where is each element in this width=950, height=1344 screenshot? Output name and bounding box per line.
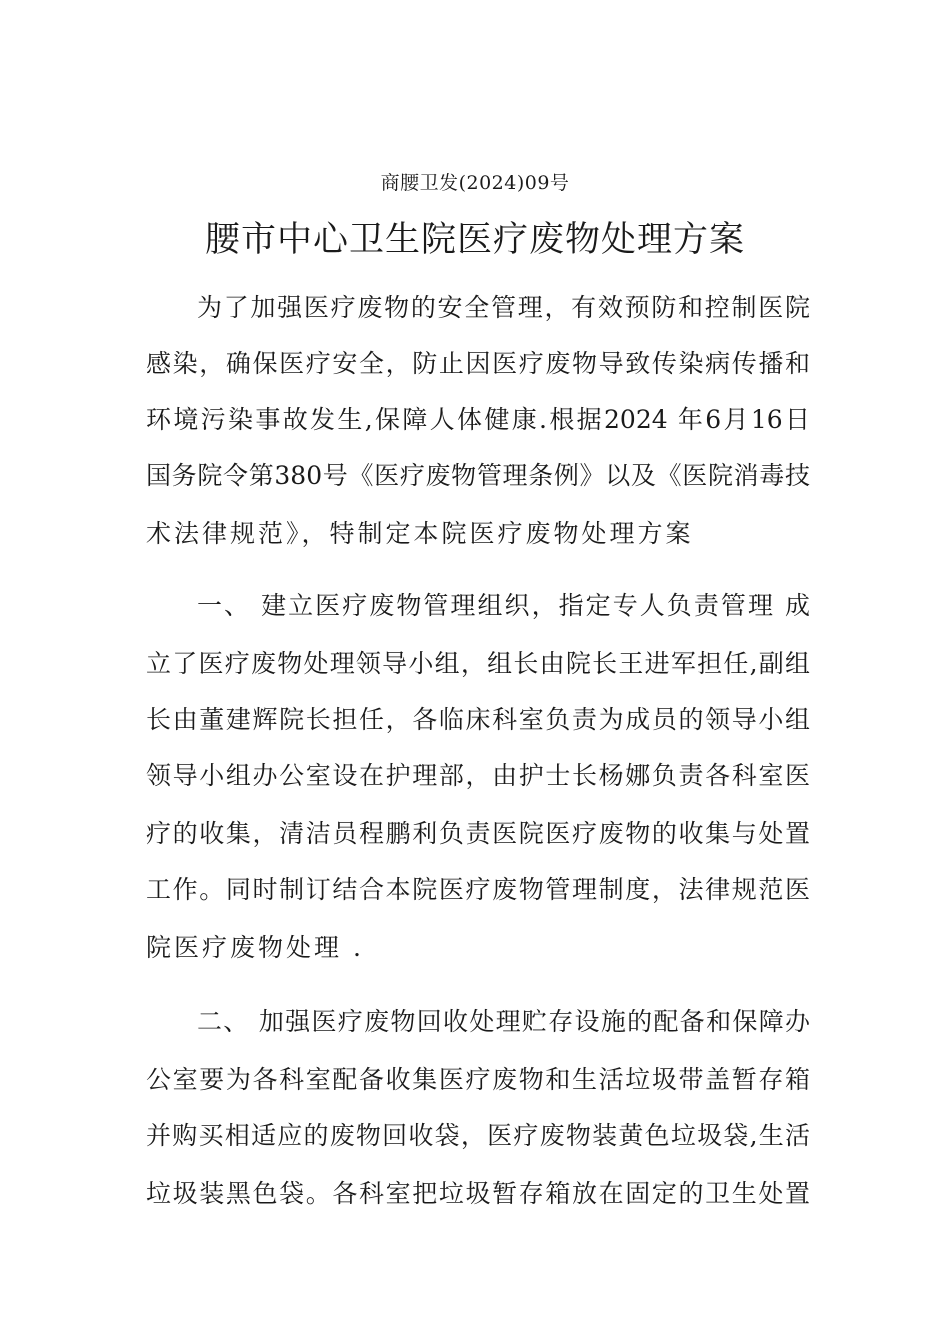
document-number: 商腰卫发(2024)09号 xyxy=(380,172,570,194)
text-line: 院医疗废物处理 . xyxy=(146,933,364,962)
text-line: 领导小组办公室设在护理部，由护士长杨娜负责各科室医 xyxy=(146,761,810,790)
text-line: 垃圾装黑色袋。各科室把垃圾暂存箱放在固定的卫生处置 xyxy=(146,1179,810,1208)
text-line: 并购买相适应的废物回收袋，医疗废物装黄色垃圾袋,生活 xyxy=(146,1121,810,1150)
document-title: 腰市中心卫生院医疗废物处理方案 xyxy=(204,220,745,260)
text-line: 立了医疗废物处理领导小组，组长由院长王进军担任,副组 xyxy=(146,649,810,678)
text-line: 公室要为各科室配备收集医疗废物和生活垃圾带盖暂存箱 xyxy=(146,1065,810,1094)
text-line: 长由董建辉院长担任，各临床科室负责为成员的领导小组 xyxy=(146,705,810,734)
text-line: 国务院令第380号《医疗废物管理条例》以及《医院消毒技 xyxy=(146,461,810,490)
text-line: 疗的收集，清洁员程鹏利负责医院医疗废物的收集与处置 xyxy=(146,819,810,848)
text-line: 感染，确保医疗安全，防止因医疗废物导致传染病传播和 xyxy=(146,349,810,378)
text-line: 术法律规范》，特制定本院医疗废物处理方案 xyxy=(146,519,694,548)
text-line: 为了加强医疗废物的安全管理，有效预防和控制医院 xyxy=(197,293,810,322)
text-line: 一、 建立医疗废物管理组织，指定专人负责管理 成 xyxy=(197,591,810,620)
text-line: 环境污染事故发生,保障人体健康.根据2024 年6月16日 xyxy=(146,405,810,434)
text-line: 二、 加强医疗废物回收处理贮存设施的配备和保障办 xyxy=(197,1007,810,1036)
text-line: 工作。同时制订结合本院医疗废物管理制度，法律规范医 xyxy=(146,875,810,904)
